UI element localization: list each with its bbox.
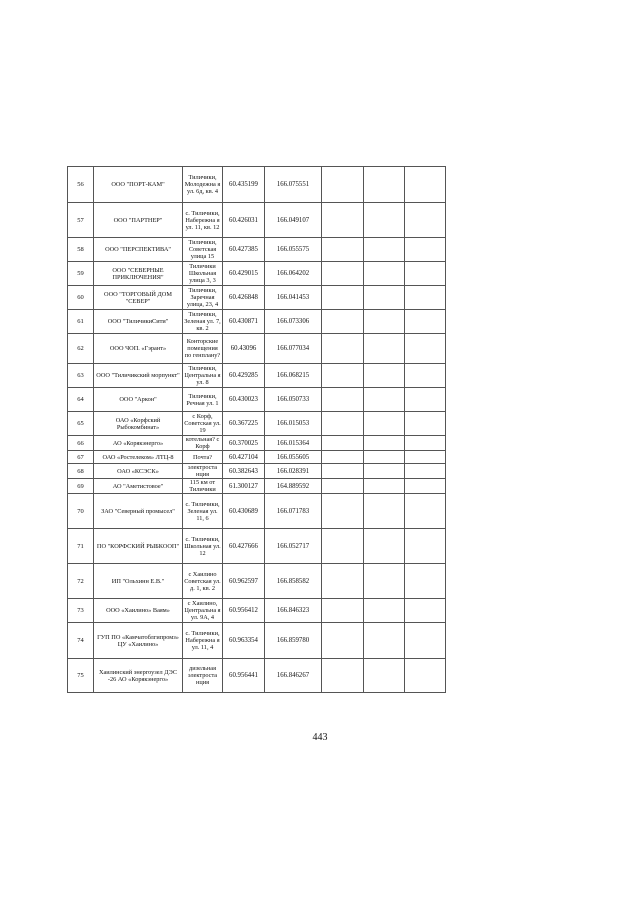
row-number: 69 bbox=[68, 479, 94, 494]
latitude: 60.430871 bbox=[223, 310, 265, 334]
table-row bbox=[68, 494, 446, 529]
longitude: 166.859780 bbox=[265, 623, 322, 659]
empty-cell bbox=[322, 238, 364, 262]
row-number: 74 bbox=[68, 623, 94, 659]
table-row bbox=[68, 436, 446, 451]
empty-cell bbox=[405, 334, 446, 364]
longitude: 166.028391 bbox=[265, 464, 322, 479]
latitude: 60.426848 bbox=[223, 286, 265, 310]
address: с. Тиличики, Набережна я ул. 11, кв. 12 bbox=[183, 203, 223, 238]
empty-cell bbox=[364, 203, 405, 238]
empty-cell bbox=[364, 262, 405, 286]
longitude: 166.015364 bbox=[265, 436, 322, 451]
empty-cell bbox=[364, 238, 405, 262]
row-number: 61 bbox=[68, 310, 94, 334]
table-row bbox=[68, 203, 446, 238]
empty-cell bbox=[405, 203, 446, 238]
empty-cell bbox=[322, 659, 364, 693]
empty-cell bbox=[405, 364, 446, 388]
row-number: 64 bbox=[68, 388, 94, 412]
address: котельная? с Корф bbox=[183, 436, 223, 451]
organization-name: ООО "ПАРТНЕР" bbox=[94, 203, 183, 238]
longitude: 166.846267 bbox=[265, 659, 322, 693]
empty-cell bbox=[322, 364, 364, 388]
organization-name: ОАО «КСЭСК» bbox=[94, 464, 183, 479]
empty-cell bbox=[364, 412, 405, 436]
table-row bbox=[68, 599, 446, 623]
address: с. Тиличики, Зеленая ул. 11, 6 bbox=[183, 494, 223, 529]
empty-cell bbox=[364, 599, 405, 623]
row-number: 71 bbox=[68, 529, 94, 564]
organization-name: ОАО «Ростелеком» ЛТЦ-8 bbox=[94, 451, 183, 464]
address: Тиличики, Молодежна я ул. 6д, кв. 4 bbox=[183, 167, 223, 203]
longitude: 166.068215 bbox=[265, 364, 322, 388]
organization-name: АО "Аметистовое" bbox=[94, 479, 183, 494]
empty-cell bbox=[364, 436, 405, 451]
latitude: 60.956412 bbox=[223, 599, 265, 623]
organization-name: ООО "Тиличикский морпункт" bbox=[94, 364, 183, 388]
table-row bbox=[68, 334, 446, 364]
table-row bbox=[68, 167, 446, 203]
empty-cell bbox=[405, 262, 446, 286]
latitude: 60.429015 bbox=[223, 262, 265, 286]
empty-cell bbox=[405, 310, 446, 334]
organization-name: ИП "Ольхинн Е.В." bbox=[94, 564, 183, 599]
organization-name: ООО "Аркон" bbox=[94, 388, 183, 412]
table-row bbox=[68, 286, 446, 310]
longitude: 166.050733 bbox=[265, 388, 322, 412]
longitude: 166.052717 bbox=[265, 529, 322, 564]
empty-cell bbox=[405, 464, 446, 479]
empty-cell bbox=[364, 529, 405, 564]
empty-cell bbox=[364, 310, 405, 334]
organization-name: ООО "ПОРТ-КАМ" bbox=[94, 167, 183, 203]
latitude: 60.435199 bbox=[223, 167, 265, 203]
data-table bbox=[67, 166, 446, 693]
organization-name: АО «Корякэнерго» bbox=[94, 436, 183, 451]
longitude: 166.073306 bbox=[265, 310, 322, 334]
organization-name: ЗАО "Северный промысел" bbox=[94, 494, 183, 529]
latitude: 60.430689 bbox=[223, 494, 265, 529]
address: Почта? bbox=[183, 451, 223, 464]
longitude: 166.055605 bbox=[265, 451, 322, 464]
organization-name: ООО "ПЕРСПЕКТИВА" bbox=[94, 238, 183, 262]
row-number: 75 bbox=[68, 659, 94, 693]
empty-cell bbox=[364, 659, 405, 693]
address: дизельная электроста нция bbox=[183, 659, 223, 693]
empty-cell bbox=[364, 494, 405, 529]
table-row bbox=[68, 659, 446, 693]
empty-cell bbox=[322, 310, 364, 334]
table-row bbox=[68, 623, 446, 659]
row-number: 70 bbox=[68, 494, 94, 529]
address: 115 км от Тиличики bbox=[183, 479, 223, 494]
table-row bbox=[68, 412, 446, 436]
longitude: 166.064202 bbox=[265, 262, 322, 286]
empty-cell bbox=[405, 388, 446, 412]
address: электроста нция bbox=[183, 464, 223, 479]
latitude: 60.429285 bbox=[223, 364, 265, 388]
empty-cell bbox=[364, 167, 405, 203]
latitude: 60.426031 bbox=[223, 203, 265, 238]
address: Тиличики, Речная ул. 1 bbox=[183, 388, 223, 412]
row-number: 58 bbox=[68, 238, 94, 262]
empty-cell bbox=[322, 623, 364, 659]
table-row bbox=[68, 479, 446, 494]
empty-cell bbox=[405, 529, 446, 564]
latitude: 60.427666 bbox=[223, 529, 265, 564]
empty-cell bbox=[405, 659, 446, 693]
table-row bbox=[68, 564, 446, 599]
latitude: 60.956441 bbox=[223, 659, 265, 693]
empty-cell bbox=[322, 203, 364, 238]
latitude: 60.43096 bbox=[223, 334, 265, 364]
empty-cell bbox=[405, 479, 446, 494]
empty-cell bbox=[322, 479, 364, 494]
row-number: 63 bbox=[68, 364, 94, 388]
address: с. Тиличики, Набережна я ул. 11, 4 bbox=[183, 623, 223, 659]
table-row bbox=[68, 529, 446, 564]
row-number: 67 bbox=[68, 451, 94, 464]
table-row bbox=[68, 464, 446, 479]
table-row bbox=[68, 388, 446, 412]
empty-cell bbox=[405, 494, 446, 529]
empty-cell bbox=[364, 334, 405, 364]
empty-cell bbox=[405, 238, 446, 262]
empty-cell bbox=[322, 599, 364, 623]
latitude: 60.430023 bbox=[223, 388, 265, 412]
empty-cell bbox=[322, 436, 364, 451]
address: Тиличики, Советская улица 15 bbox=[183, 238, 223, 262]
empty-cell bbox=[322, 564, 364, 599]
organization-name: ООО "СЕВЕРНЫЕ ПРИКЛЮЧЕНИЯ" bbox=[94, 262, 183, 286]
table-row bbox=[68, 310, 446, 334]
latitude: 60.382643 bbox=[223, 464, 265, 479]
row-number: 56 bbox=[68, 167, 94, 203]
organization-name: ООО ЧОП. «Гэрант» bbox=[94, 334, 183, 364]
latitude: 60.427385 bbox=[223, 238, 265, 262]
longitude: 166.071783 bbox=[265, 494, 322, 529]
empty-cell bbox=[364, 464, 405, 479]
longitude: 166.858582 bbox=[265, 564, 322, 599]
latitude: 60.962597 bbox=[223, 564, 265, 599]
empty-cell bbox=[322, 412, 364, 436]
row-number: 59 bbox=[68, 262, 94, 286]
empty-cell bbox=[405, 623, 446, 659]
empty-cell bbox=[364, 479, 405, 494]
table-row bbox=[68, 451, 446, 464]
empty-cell bbox=[322, 286, 364, 310]
longitude: 164.889592 bbox=[265, 479, 322, 494]
longitude: 166.049107 bbox=[265, 203, 322, 238]
empty-cell bbox=[405, 451, 446, 464]
address: с. Тиличики, Школьная ул. 12 bbox=[183, 529, 223, 564]
organization-name: ООО "ТиличикиСити" bbox=[94, 310, 183, 334]
organization-name: ООО "ТОРГОВЫЙ ДОМ "СЕВЕР" bbox=[94, 286, 183, 310]
organization-name: Хаилинский энергоузел ДЭС -26 АО «Корякэнерго» bbox=[94, 659, 183, 693]
address: Тиличики Школьная улица 3, 3 bbox=[183, 262, 223, 286]
empty-cell bbox=[405, 564, 446, 599]
latitude: 60.367225 bbox=[223, 412, 265, 436]
longitude: 166.055575 bbox=[265, 238, 322, 262]
latitude: 60.370025 bbox=[223, 436, 265, 451]
row-number: 66 bbox=[68, 436, 94, 451]
latitude: 60.427104 bbox=[223, 451, 265, 464]
organization-name: ОАО «Корфский Рыбокомбинат» bbox=[94, 412, 183, 436]
empty-cell bbox=[364, 564, 405, 599]
longitude: 166.846323 bbox=[265, 599, 322, 623]
longitude: 166.075551 bbox=[265, 167, 322, 203]
row-number: 68 bbox=[68, 464, 94, 479]
row-number: 65 bbox=[68, 412, 94, 436]
address: с Хаилино, Центральна я ул. 9А, 4 bbox=[184, 600, 221, 621]
address: Конторские помещения по генплану? bbox=[183, 334, 223, 364]
empty-cell bbox=[364, 623, 405, 659]
empty-cell bbox=[405, 436, 446, 451]
empty-cell bbox=[322, 167, 364, 203]
longitude: 166.077034 bbox=[265, 334, 322, 364]
organization-name: ООО «Хаилино» Ваям» bbox=[94, 599, 183, 623]
empty-cell bbox=[405, 412, 446, 436]
empty-cell bbox=[322, 451, 364, 464]
latitude: 61.300127 bbox=[223, 479, 265, 494]
empty-cell bbox=[405, 599, 446, 623]
empty-cell bbox=[364, 286, 405, 310]
table-row bbox=[68, 364, 446, 388]
table-row bbox=[68, 262, 446, 286]
empty-cell bbox=[364, 451, 405, 464]
address: с Корф, Советская ул. 19 bbox=[184, 413, 221, 434]
row-number: 60 bbox=[68, 286, 94, 310]
page-number: 443 bbox=[312, 732, 328, 743]
address: Тиличики, Центральна я ул. 8 bbox=[184, 365, 221, 386]
empty-cell bbox=[364, 388, 405, 412]
organization-name: ПО "КОРФСКИЙ РЫБКООП" bbox=[94, 529, 183, 564]
longitude: 166.041453 bbox=[265, 286, 322, 310]
empty-cell bbox=[405, 286, 446, 310]
latitude: 60.963354 bbox=[223, 623, 265, 659]
row-number: 73 bbox=[68, 599, 94, 623]
empty-cell bbox=[322, 529, 364, 564]
empty-cell bbox=[405, 167, 446, 203]
longitude: 166.015053 bbox=[265, 412, 322, 436]
empty-cell bbox=[322, 388, 364, 412]
empty-cell bbox=[322, 494, 364, 529]
address: Тиличики, Заречная улица, 23, 4 bbox=[183, 286, 223, 310]
table-body bbox=[68, 167, 446, 693]
address: с Хаилино Советская ул. д. 1, кв. 2 bbox=[183, 564, 223, 599]
row-number: 57 bbox=[68, 203, 94, 238]
empty-cell bbox=[322, 334, 364, 364]
empty-cell bbox=[322, 464, 364, 479]
empty-cell bbox=[364, 364, 405, 388]
row-number: 72 bbox=[68, 564, 94, 599]
organization-name: ГУП ПО «Камчатоблгипромз» ЦУ «Хаилино» bbox=[94, 623, 183, 659]
address: Тиличики, Зеленая ул. 7, кв. 2 bbox=[184, 311, 221, 332]
row-number: 62 bbox=[68, 334, 94, 364]
empty-cell bbox=[322, 262, 364, 286]
table-row bbox=[68, 238, 446, 262]
